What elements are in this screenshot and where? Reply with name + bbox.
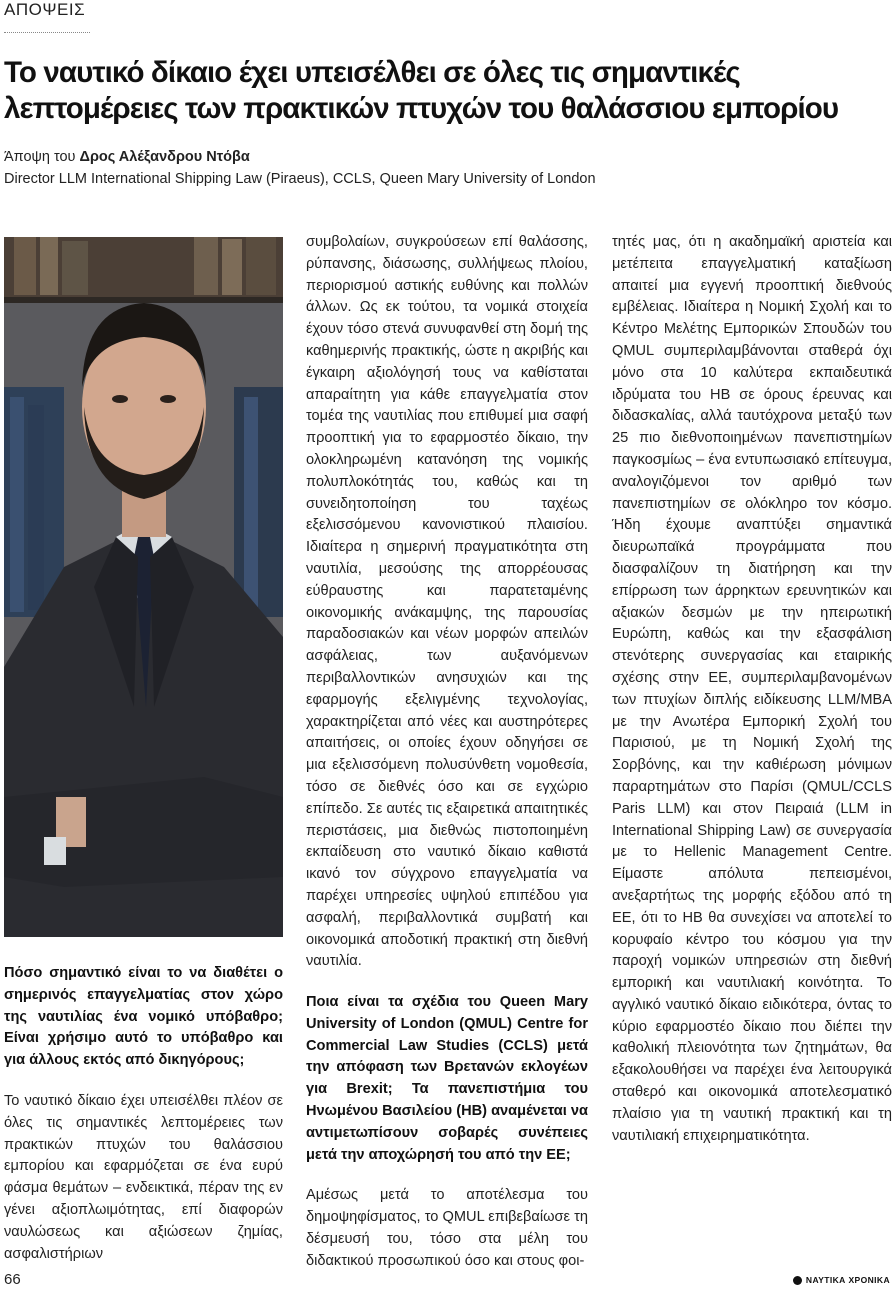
publication-masthead bbox=[793, 1275, 890, 1285]
masthead-title: ΝΑΥΤΙΚΑ ΧΡΟΝΙΚΑ bbox=[805, 1275, 890, 1285]
interview-answer: συμβολαίων, συγκρούσεων επί θαλάσσης, ρύπανσης, διάσωσης, συλλήψεως πλοίου, περιορισμού αστικής ευθύνης και πολλών άλλων. Ως εκ τούτου, τα νομικά στοιχεία έχουν τόσο στενά συνυφανθεί στη δομή της καθημερινής πρακτικής, ώστε η ακριβής και έγκαιρη αξιολόγησή τους να καθίσταται απαραίτητη για κάθε επαγγελματία στον τομέα της ναυτιλίας που επιθυμεί μια σαφή προοπτική για το εφαρμοστέο δίκαιο, την ολοκληρωμένη κατανόηση της νομικής πολυπλοκότητάς του, καθώς και τη συνειδητοποίηση του ταχέως εξελισσόμενου κανονιστικού πλαισίου. Ιδιαίτερα η σημερινή πραγματικότητα στη ναυτιλία, μεσούσης της απορρέουσας εύθραυστης και παρατεταμένης οικονομικής ανάκαμψης, της παρουσίας παραδοσιακών και νέων μορφών απειλών ασφάλειας, των αυξανόμενων περιβαλλοντικών ανησυχιών και της εφαρμογής εξελιγμένης τεχνολογίας, χαρακτηρίζεται από νέες και αυστηρότερες απαιτήσεις, οι οποίες έχουν οδηγήσει σε μια εξελισσόμενη πολυσύνθετη νομοθεσία, τόσο σε διεθνές όσο και σε εγχώριο επίπεδο. Σε αυτές τις εξαιρετικά απαιτητικές περιστάσεις, μια διεθνώς πιστοποιημένη εκπαίδευση στο ναυτικό δίκαιο καθιστά ικανό τον σύγχρονο επαγγελματία να παρέχει υπηρεσίες υψηλού επιπέδου για ασφαλή, περιβαλλοντικά συμβατή και οικονομικά αποδοτική πρακτική στη διεθνή ναυτιλία. bbox=[306, 234, 588, 970]
section-divider bbox=[4, 32, 90, 33]
interview-question: Ποια είναι τα σχέδια του Queen Mary University of London (QMUL) Centre for Commercial Law Studies (CCLS) μετά την απόφαση των Βρετανών εκλογέων για Brexit; Τα πανεπιστήμια του Ηνωμένου Βασιλείου (ΗΒ) αναμένεται να αντιμετωπίσουν σοβαρές συνέπειες μετά την αποχώρησή του από την ΕΕ; bbox=[306, 994, 588, 1163]
masthead-logo-icon bbox=[793, 1276, 802, 1285]
page-number: 66 bbox=[4, 1271, 21, 1288]
author-portrait-illustration bbox=[4, 237, 283, 937]
interview-answer: Αμέσως μετά το αποτέλεσμα του δημοψηφίσματος, το QMUL επιβεβαίωσε τη δέσμευσή του, τόσο στα μέλη του διδακτικού προσωπικού όσο και στους φοι- bbox=[306, 1187, 588, 1269]
byline bbox=[4, 146, 884, 190]
section-label: ΑΠΟΨΕΙΣ bbox=[4, 0, 86, 19]
interview-answer: Το ναυτικό δίκαιο έχει υπεισέλθει πλέον σε όλες τις σημαντικές λεπτομέρειες των πρακτικών πτυχών του θαλάσσιου εμπορίου και εφαρμόζεται σε ένα ευρύ φάσμα θεμάτων – ενδεικτικά, πέραν της εν γένει αξιοπλωιμότητας, επί διαφορών ναυλώσεως και αξιώσεων ζημίας, ασφαλιστήριων bbox=[4, 1092, 283, 1262]
article-column-1 bbox=[4, 963, 283, 1284]
interview-question: Πόσο σημαντικό είναι το να διαθέτει ο σημερινός επαγγελματίας στον χώρο της ναυτιλίας ένα νομικό υπόβαθρο; Είναι χρήσιμο αυτό το υπόβαθρο και για άλλους εκτός από δικηγόρους; bbox=[4, 965, 283, 1069]
interview-answer: τητές μας, ότι η ακαδημαϊκή αριστεία και μετέπειτα επαγγελματική καταξίωση απαιτεί μια εγγενή προοπτική διεθνούς εμβέλειας. Ιδιαίτερα η Νομική Σχολή και το Κέντρο Μελέτης Εμπορικών Σπουδών του QMUL συμπεριλαμβάνονται σταθερά όχι μόνο στα 10 καλύτερα εκπαιδευτικά ιδρύματα του ΗΒ σε όρους έρευνας και διδασκαλίας, αλλά ταυτόχρονα μεταξύ των 25 πιο διεθνοποιημένων πανεπιστημίων παγκοσμίως – ένα εντυπωσιακό επίτευγμα, αναλογιζόμενοι τον αριθμό των πανεπιστημίων σε ολόκληρο τον κόσμο. Ήδη έχουμε αναπτύξει σημαντικά διευρωπαϊκά προγράμματα που διασφαλίζουν τη διατήρηση και την επίρρωση των άρρηκτων ερευνητικών και αξιακών δεσμών με την ηπειρωτική Ευρώπη, καθώς και την εξασφάλιση στενότερης συνεργασίας και εταιρικής σχέσης στην ΕΕ, συμπεριλαμβανομένων των πτυχίων διπλής ειδίκευσης LLM/MBA με την Ανωτέρα Εμπορική Σχολή του Παρισιού, με τη Νομική Σχολή της Σορβόνης, και την καθιέρωση μόνιμων παραρτημάτων στο Παρίσι (QMUL/CCLS Paris LLM) και στον Πειραιά (LLM in International Shipping Law) σε συνεργασία με το Hellenic Management Centre. Είμαστε απόλυτα πεπεισμένοι, ανεξαρτήτως της μορφής εξόδου από τη ΕΕ, ότι το ΗΒ θα συνεχίσει να αποτελεί το κορυφαίο κέντρο του κόσμου για την παροχή νομικών υπηρεσιών στη διεθνή εμπορική και ναυτιλιακή κοινότητα. Το αγγλικό ναυτικό δίκαιο ειδικότερα, όντας το κύριο εφαρμοστέο δίκαιο που διέπει την καθολική πλειονότητα των ζητημάτων, θα εξακολουθήσει να παρέχει ένα λειτουργικά σταθερό και οικονομικά αποτελεσματικό πλαίσιο για τη ναυτική πρακτική και τη ναυτιλιακή επιχειρηματικότητα. bbox=[612, 234, 892, 1144]
article-column-2 bbox=[306, 232, 588, 1292]
article-headline: Το ναυτικό δίκαιο έχει υπεισέλθει σε όλες τις σημαντικές λεπτομέρειες των πρακτικών πτυχών του θαλάσσιου εμπορίου bbox=[4, 56, 839, 125]
author-role: Director LLM International Shipping Law (Piraeus), CCLS, Queen Mary University of London bbox=[4, 171, 596, 187]
byline-author-line bbox=[4, 146, 884, 168]
article-column-3 bbox=[612, 232, 892, 1166]
author-name: Δρος Αλέξανδρου Ντόβα bbox=[79, 149, 250, 165]
author-photo bbox=[4, 237, 283, 937]
byline-prefix: Άποψη του bbox=[4, 149, 80, 165]
